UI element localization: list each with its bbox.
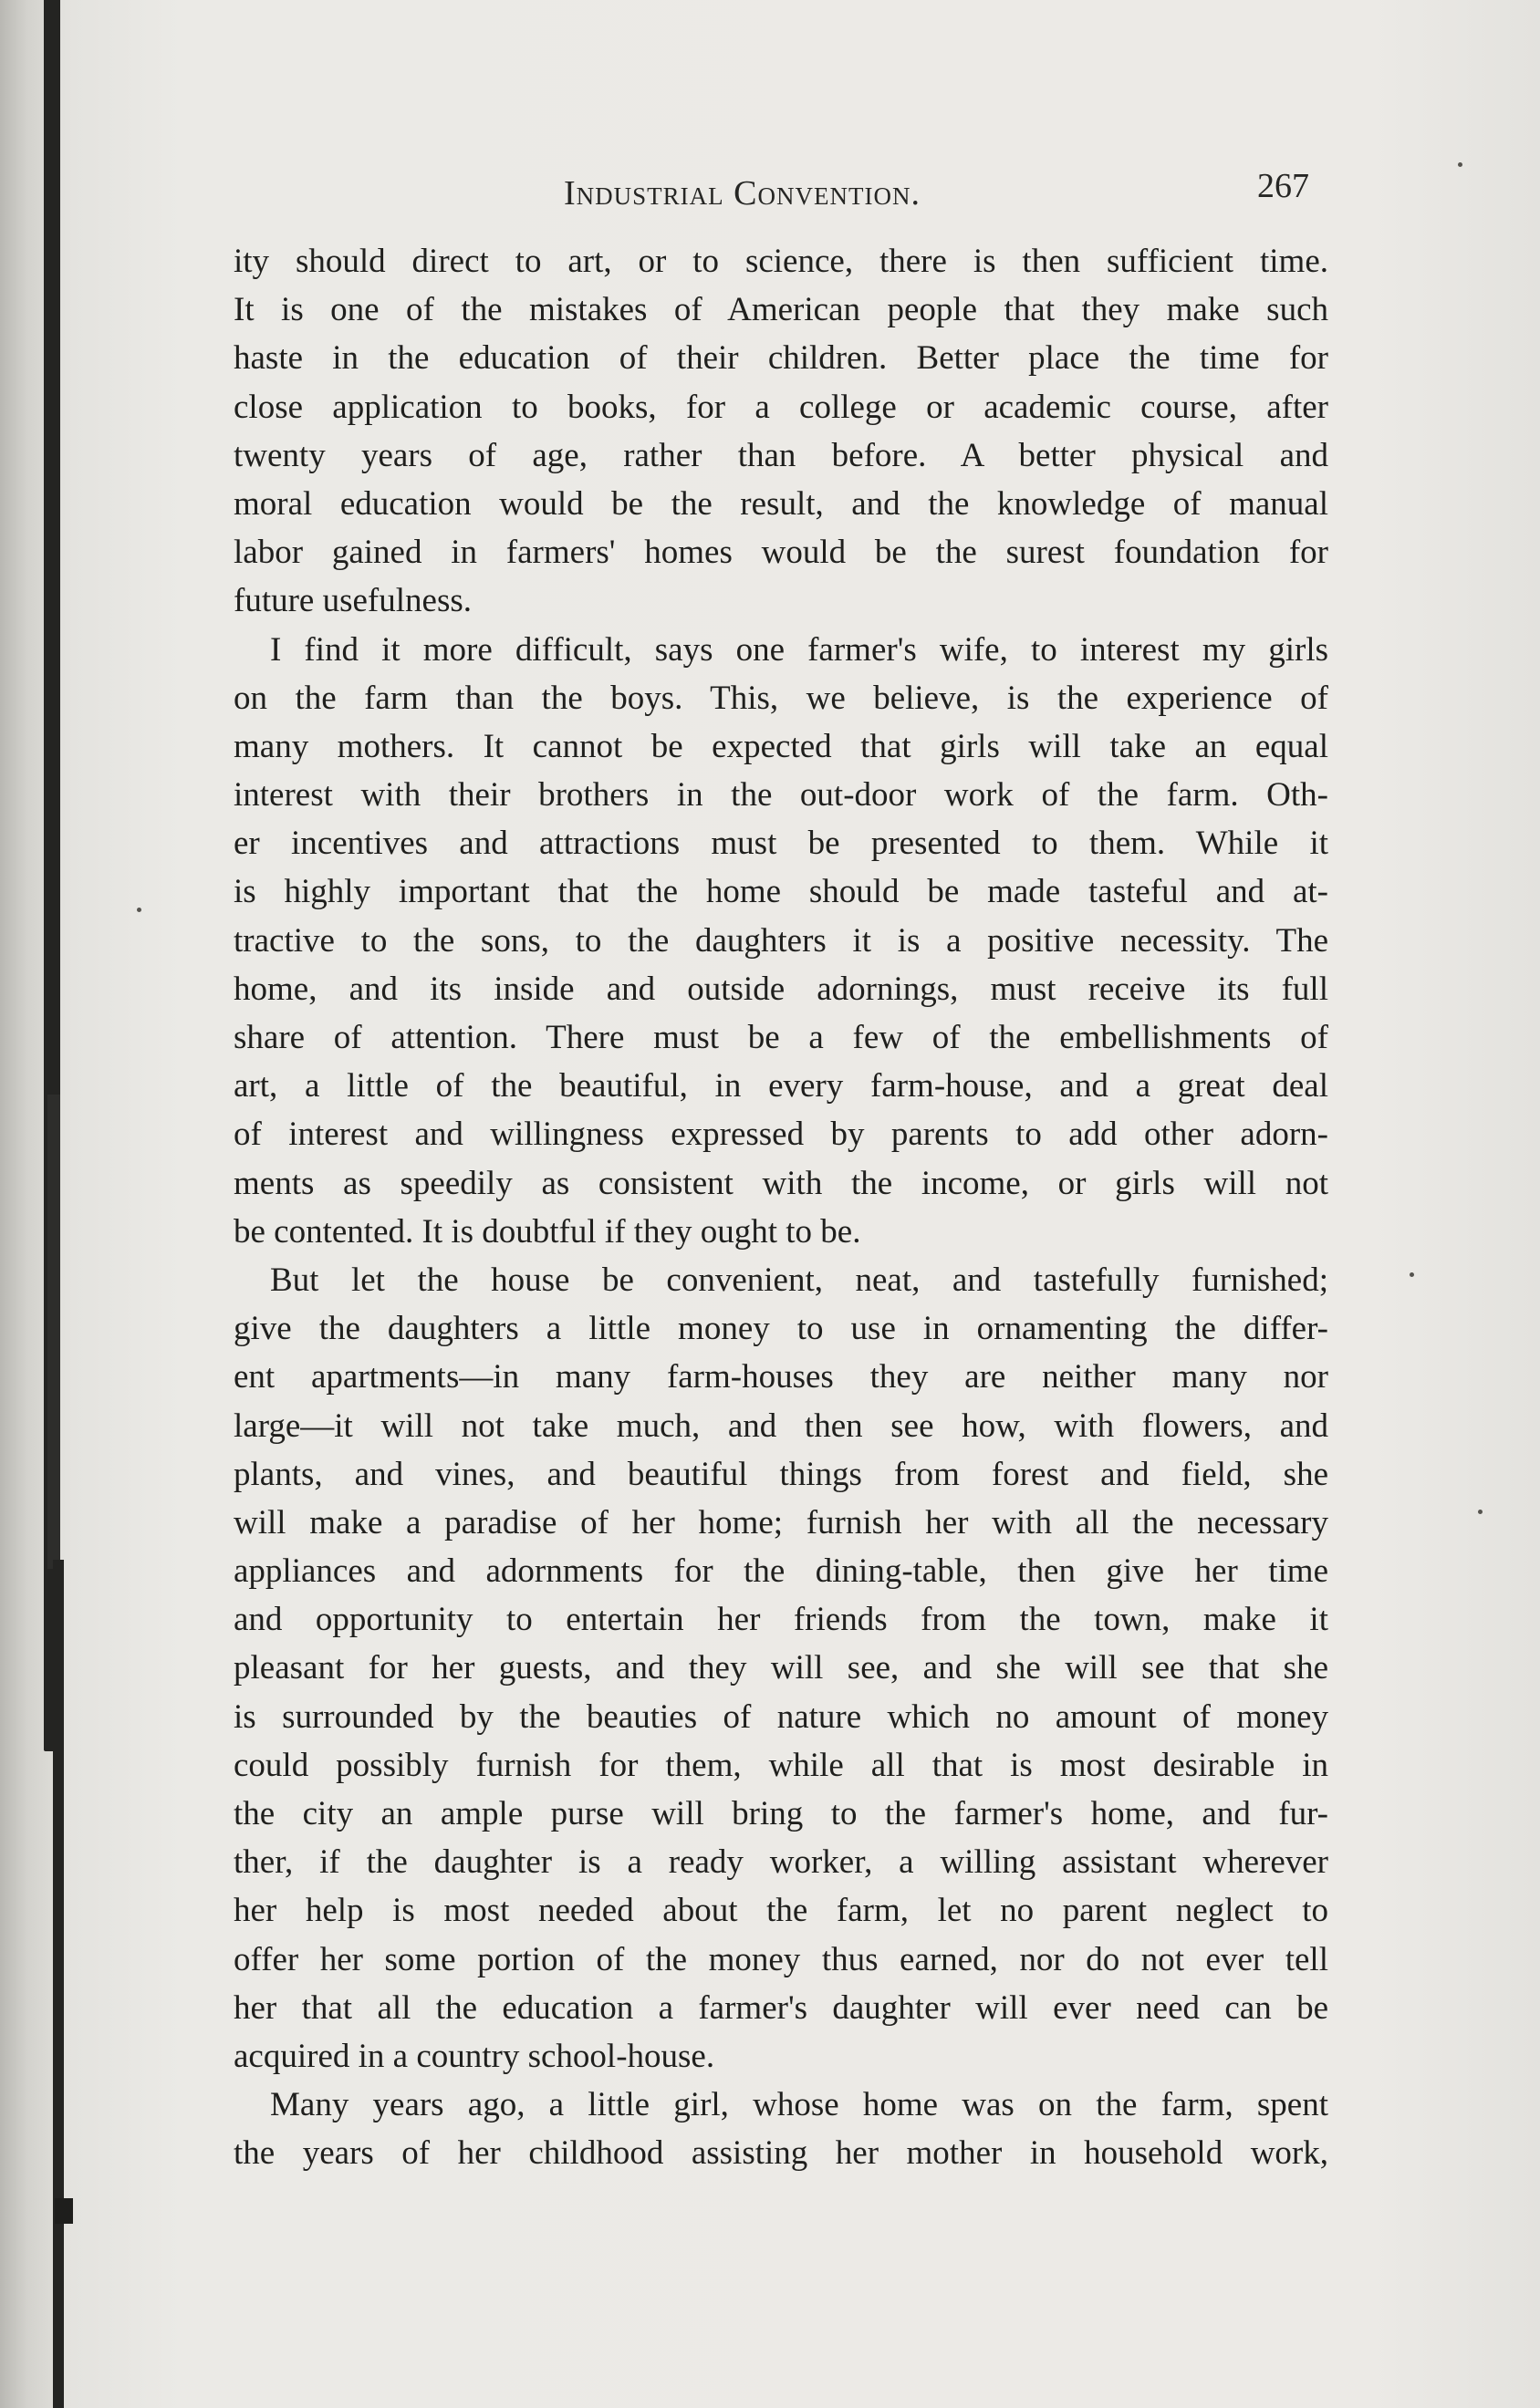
text-line: the city an ample purse will bring to the farmer's home, and fur-	[234, 1795, 1328, 1832]
text-line: I find it more difficult, says one farmer's wife, to interest my girls	[270, 630, 1328, 669]
text-line: could possibly furnish for them, while all that is most desirable in	[234, 1746, 1328, 1784]
text-line: appliances and adornments for the dining-table, then give her time	[234, 1552, 1328, 1591]
text-line: plants, and vines, and beautiful things from forest and field, she	[234, 1455, 1328, 1493]
text-line: is highly important that the home should be made tasteful and at-	[234, 873, 1328, 911]
text-line: home, and its inside and outside adornings, must receive its full	[234, 970, 1328, 1008]
binding-rule-lower	[53, 1560, 64, 2408]
binding-rule-tick	[55, 2198, 73, 2224]
text-line: future usefulness.	[234, 582, 472, 620]
text-line: ent apartments—in many farm-houses they are neither many nor	[234, 1358, 1328, 1396]
text-line: interest with their brothers in the out-door work of the farm. Oth-	[234, 776, 1328, 815]
text-line: and opportunity to entertain her friends from the town, make it	[234, 1601, 1328, 1639]
text-line: twenty years of age, rather than before. A better physical and	[234, 436, 1328, 474]
text-line: ity should direct to art, or to science, there is then sufficient time.	[234, 243, 1328, 280]
text-line: large—it will not take much, and then see how, with flowers, and	[234, 1406, 1328, 1445]
text-line: Many years ago, a little girl, whose home was on the farm, spent	[270, 2086, 1328, 2124]
text-line: ments as speedily as consistent with the income, or girls will not	[234, 1164, 1328, 1202]
running-head	[0, 162, 1540, 217]
text-line: on the farm than the boys. This, we believe, is the experience of	[234, 679, 1328, 717]
text-line: offer her some portion of the money thus earned, nor do not ever tell	[234, 1940, 1328, 1978]
text-line: share of attention. There must be a few of the embellishments of	[234, 1019, 1328, 1056]
paper-speck	[137, 908, 141, 912]
text-line: of interest and willingness expressed by parents to add other adorn-	[234, 1116, 1328, 1154]
text-line: It is one of the mistakes of American people that they make such	[234, 291, 1328, 329]
paper-speck	[1410, 1272, 1414, 1277]
text-line: pleasant for her guests, and they will see, and she will see that she	[234, 1649, 1328, 1687]
text-line: haste in the education of their children. Better place the time for	[234, 339, 1328, 378]
text-line: her that all the education a farmer's daughter will ever need can be	[234, 1988, 1328, 2027]
paper-speck	[1478, 1510, 1483, 1514]
text-line: close application to books, for a college or academic course, after	[234, 388, 1328, 426]
text-line: er incentives and attractions must be presented to them. While it	[234, 825, 1328, 863]
text-line: her help is most needed about the farm, let no parent neglect to	[234, 1892, 1328, 1930]
text-line: ther, if the daughter is a ready worker, a willing assistant wherever	[234, 1843, 1328, 1882]
text-line: the years of her childhood assisting her mother in household work,	[234, 2134, 1328, 2173]
running-title: Industrial Convention.	[564, 174, 921, 213]
text-line: give the daughters a little money to use in ornamenting the differ-	[234, 1310, 1328, 1348]
text-line: But let the house be convenient, neat, and tastefully furnished;	[270, 1261, 1328, 1299]
text-line: many mothers. It cannot be expected that girls will take an equal	[234, 727, 1328, 765]
text-line: acquired in a country school-house.	[234, 2037, 715, 2075]
binding-rule-notch	[47, 1095, 60, 1569]
text-line: be contented. It is doubtful if they ought to be.	[234, 1212, 861, 1251]
text-line: is surrounded by the beauties of nature which no amount of money	[234, 1697, 1328, 1736]
text-line: labor gained in farmers' homes would be the surest foundation for	[234, 534, 1328, 572]
text-line: moral education would be the result, and the knowledge of manual	[234, 484, 1328, 523]
page-number: 267	[1257, 167, 1309, 205]
text-line: art, a little of the beautiful, in every farm-house, and a great deal	[234, 1067, 1328, 1105]
text-line: tractive to the sons, to the daughters it is a positive necessity. The	[234, 921, 1328, 960]
text-line: will make a paradise of her home; furnish her with all the necessary	[234, 1503, 1328, 1541]
body-text	[234, 237, 1328, 2178]
